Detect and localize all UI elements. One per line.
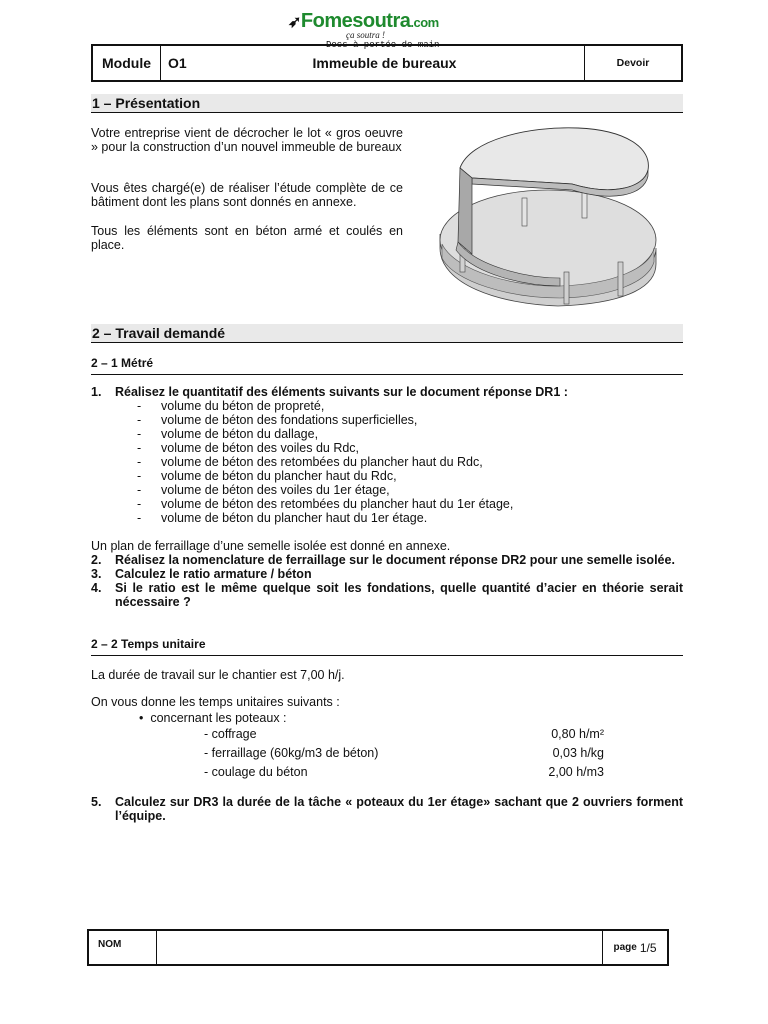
list-item: - volume de béton des voiles du 1er étage,	[137, 483, 390, 497]
list-item: - volume de béton du plancher haut du 1er étage.	[137, 511, 428, 525]
list-item: - volume de béton du dallage,	[137, 427, 319, 441]
page-label: page	[613, 942, 637, 953]
list-item: - volume de béton des voiles du Rdc,	[137, 441, 360, 455]
footer-box	[87, 929, 669, 966]
paragraph-task: Vous êtes chargé(e) de réaliser l’étude complète de ce bâtiment dont les plans sont donnés en annexe.	[91, 181, 403, 209]
quantity-list	[137, 399, 683, 525]
question-4-text: Si le ratio est le même quelque soit les fondations, quelle quantité d’acier en théorie serait nécessaire ?	[115, 581, 683, 609]
paragraph-intro: Votre entreprise vient de décrocher le lot « gros oeuvre » pour la construction d’un nouvel immeuble de bureaux	[91, 126, 403, 154]
question-list-metre	[91, 385, 683, 525]
question-4: 4. Si le ratio est le même quelque soit les fondations, quelle quantité d’acier en théorie serait nécessaire ?	[91, 581, 683, 609]
name-label: NOM	[89, 931, 157, 964]
arrow-icon: ➶	[288, 14, 301, 31]
unit-times-intro: On vous donne les temps unitaires suivants :	[91, 695, 340, 709]
document-type: Devoir	[616, 57, 650, 69]
bullet-poteaux: • concernant les poteaux :	[139, 711, 287, 725]
name-field[interactable]	[157, 931, 603, 964]
document-title: Immeuble de bureaux	[185, 46, 585, 80]
section-title-presentation: 1 – Présentation	[91, 94, 683, 113]
list-item: - volume de béton des retombées du plancher haut du 1er étage,	[137, 497, 514, 511]
question-2: 2. Réalisez la nomenclature de ferraillage sur le document réponse DR2 pour une semelle isolée.	[91, 553, 683, 567]
bullet-icon: •	[139, 711, 151, 725]
list-item: - volume du béton de propreté,	[137, 399, 325, 413]
question-list-ferraillage	[91, 553, 683, 609]
ferraillage-intro: Un plan de ferraillage d’une semelle isolée est donné en annexe.	[91, 539, 451, 553]
work-duration-line: La durée de travail sur le chantier est 7,00 h/j.	[91, 668, 345, 682]
module-label: Module	[93, 46, 161, 80]
subsection-title-metre: 2 – 1 Métré	[91, 356, 683, 375]
question-5: 5. Calculez sur DR3 la durée de la tâche « poteaux du 1er étage» sachant que 2 ouvriers forment l’équipe.	[91, 795, 683, 823]
question-3: 3. Calculez le ratio armature / béton	[91, 567, 683, 581]
page-indicator	[603, 931, 667, 964]
logo-domain: .com	[410, 15, 439, 30]
list-item: - volume de béton du plancher haut du Rdc,	[137, 469, 397, 483]
section-title-travail: 2 – Travail demandé	[91, 324, 683, 343]
module-code: O1	[168, 55, 187, 71]
logo-slogan: ça soutra !	[346, 30, 385, 40]
question-list-temps	[91, 795, 683, 823]
logo-tagline: Docs à portée de main	[326, 40, 440, 50]
question-1-text: Réalisez le quantitatif des éléments suivants sur le document réponse DR1 :	[115, 385, 568, 399]
page-number: 1/5	[639, 940, 657, 955]
question-2-text: Réalisez la nomenclature de ferraillage sur le document réponse DR2 pour une semelle isolée.	[115, 553, 675, 567]
table-row: - ferraillage (60kg/m3 de béton) 0,03 h/kg	[204, 746, 604, 760]
list-item: - volume de béton des fondations superficielles,	[137, 413, 418, 427]
unit-times-table	[204, 725, 604, 782]
subsection-title-temps: 2 – 2 Temps unitaire	[91, 637, 683, 656]
header-box	[91, 44, 683, 82]
building-drawing-icon	[436, 122, 662, 312]
list-item: - volume de béton des retombées du plancher haut du Rdc,	[137, 455, 483, 469]
logo-brand: Fomesoutra	[300, 10, 411, 32]
table-row: - coffrage 0,80 h/m²	[204, 727, 604, 741]
question-5-text: Calculez sur DR3 la durée de la tâche « poteaux du 1er étage» sachant que 2 ouvriers forment l’équipe.	[115, 795, 683, 823]
paragraph-materials: Tous les éléments sont en béton armé et coulés en place.	[91, 224, 403, 252]
question-3-text: Calculez le ratio armature / béton	[115, 567, 312, 581]
question-1: 1. Réalisez le quantitatif des éléments suivants sur le document réponse DR1 :	[91, 385, 683, 399]
table-row: - coulage du béton 2,00 h/m3	[204, 765, 604, 779]
